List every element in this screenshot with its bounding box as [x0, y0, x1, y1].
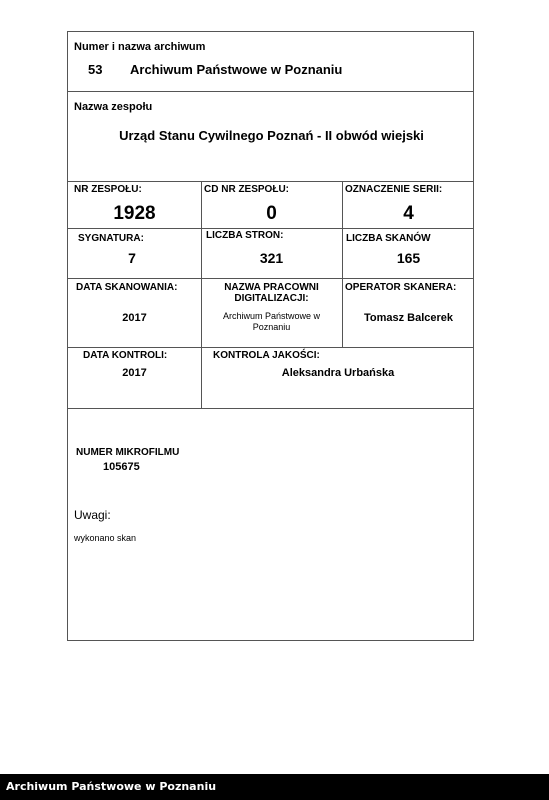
liczba-stron-value: 321 — [259, 250, 284, 266]
pracownia-value-1: Archiwum Państwowe w — [222, 311, 321, 321]
numer-mikrofilmu-value: 105675 — [103, 461, 140, 473]
oznaczenie-serii-label: OZNACZENIE SERII: — [345, 184, 443, 195]
archive-name: Archiwum Państwowe w Poznaniu — [130, 62, 343, 77]
operator-skanera-label: OPERATOR SKANERA: — [345, 282, 457, 293]
divider — [68, 181, 473, 182]
kontrola-jakosci-value: Aleksandra Urbańska — [281, 367, 395, 379]
nr-zespolu-value: 1928 — [113, 203, 156, 224]
data-kontroli-label: DATA KONTROLI: — [83, 350, 168, 361]
pracownia-label-1: NAZWA PRACOWNI — [224, 282, 319, 293]
divider — [68, 91, 473, 92]
fonds-name: Urząd Stanu Cywilnego Poznań - II obwód wiejski — [119, 128, 424, 143]
kontrola-jakosci-label: KONTROLA JAKOŚCI: — [213, 350, 320, 361]
footer-text: Archiwum Państwowe w Poznaniu — [6, 780, 217, 793]
divider — [68, 347, 473, 348]
data-skanowania-label: DATA SKANOWANIA: — [76, 282, 178, 293]
pracownia-label-2: DIGITALIZACJI: — [234, 293, 309, 304]
numer-mikrofilmu-label: NUMER MIKROFILMU — [76, 447, 180, 458]
uwagi-label: Uwagi: — [74, 508, 111, 522]
operator-skanera-value: Tomasz Balcerek — [363, 312, 454, 324]
data-skanowania-value: 2017 — [122, 312, 147, 324]
liczba-stron-label: LICZBA STRON: — [206, 230, 284, 241]
cd-nr-zespolu-value: 0 — [266, 203, 277, 224]
archive-record-card — [67, 31, 474, 641]
divider — [68, 228, 473, 229]
sygnatura-label: SYGNATURA: — [78, 233, 144, 244]
cd-nr-zespolu-label: CD NR ZESPOŁU: — [204, 184, 289, 195]
data-kontroli-value: 2017 — [122, 367, 147, 379]
liczba-skanow-label: LICZBA SKANÓW — [346, 233, 431, 244]
liczba-skanow-value: 165 — [396, 250, 421, 266]
divider — [68, 408, 473, 409]
fonds-label: Nazwa zespołu — [74, 101, 153, 113]
nr-zespolu-label: NR ZESPOŁU: — [74, 184, 142, 195]
archive-label: Numer i nazwa archiwum — [74, 41, 206, 53]
archive-number: 53 — [88, 62, 103, 77]
uwagi-value: wykonano skan — [74, 533, 137, 543]
pracownia-value-2: Poznaniu — [252, 322, 291, 332]
sygnatura-value: 7 — [128, 250, 136, 266]
oznaczenie-serii-value: 4 — [403, 203, 414, 224]
divider — [68, 278, 473, 279]
footer-bar — [0, 774, 549, 800]
